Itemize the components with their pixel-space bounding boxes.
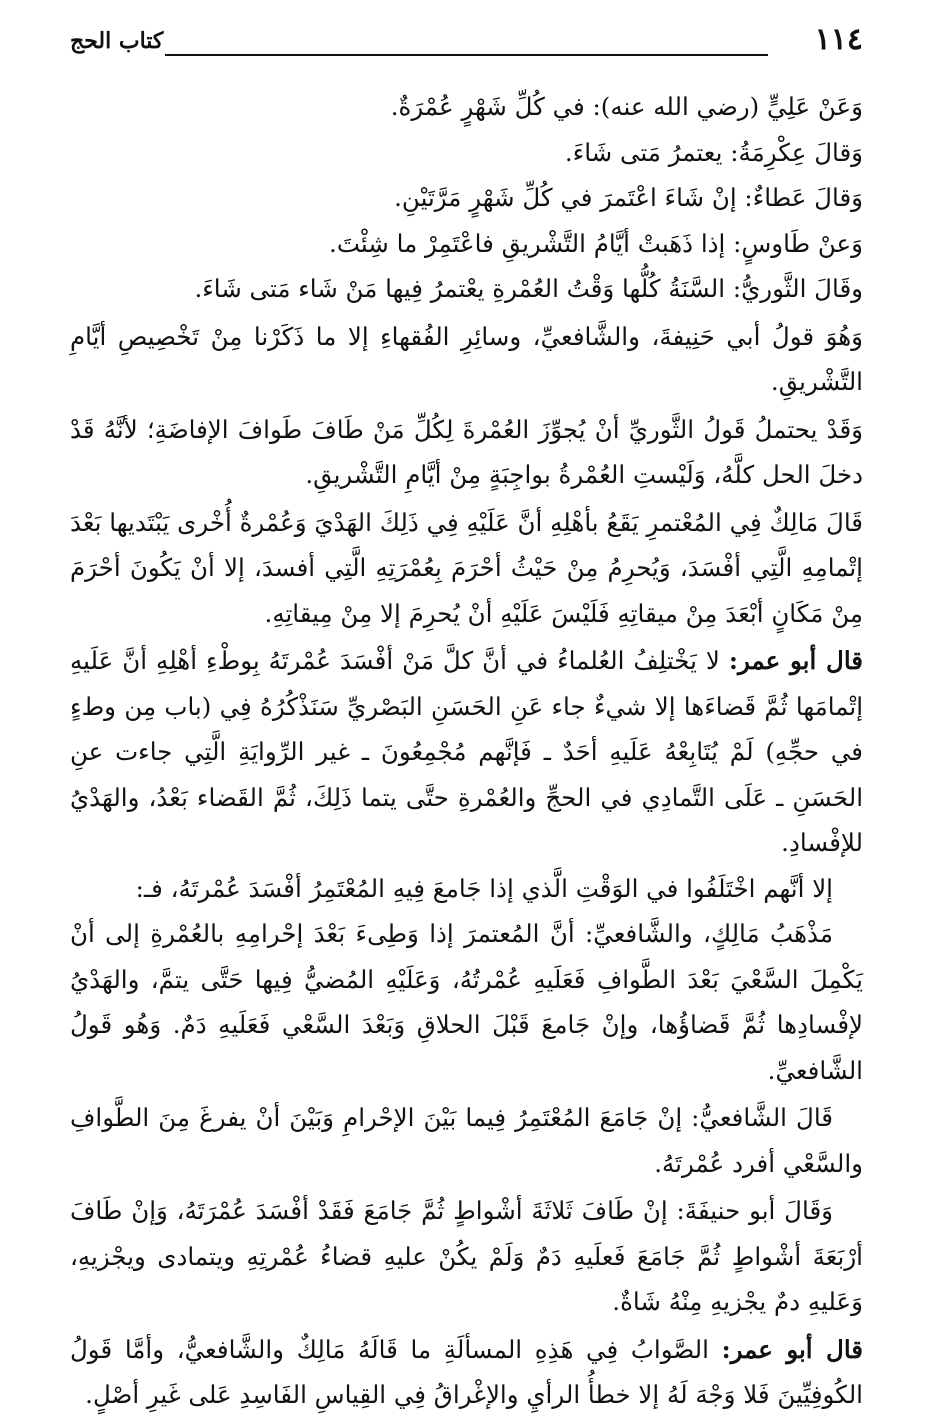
paragraph-lead: قال أبو عمر: bbox=[721, 1334, 863, 1364]
paragraph-4: وَعنْ طَاوسٍ: إذا ذَهَبتْ أيَّامُ التَّشْريقِ فاعْتَمِرْ ما شِئْتَ. bbox=[329, 228, 863, 258]
paragraph-lead: قال أبو عمر: bbox=[728, 646, 863, 675]
paragraph-6: وَهُوَ قولُ أبي حَنِيفةَ، والشَّافعيِّ، وسائِرِ الفُقهاءِ إلا ما ذَكَرْنا مِنْ تَخْصِيصِ أيَّامِ التَّشْريقِ. bbox=[70, 321, 863, 396]
page-body bbox=[70, 84, 863, 1418]
paragraph-2: وَقالَ عِكْرِمَةُ: يعتمرُ مَتى شَاءَ. bbox=[564, 137, 863, 167]
page-header bbox=[70, 22, 863, 60]
paragraph-13: وَقَالَ أبو حنيفَةَ: إنْ طَافَ ثَلاثَةَ أشْواطٍ ثُمَّ جَامَعَ فَقَدْ أفْسَدَ عُمْرَتَهُ، وَإنْ طَافَ أرْبَعَةَ أشْواطٍ ثُمَّ جَامَعَ فَعلَيهِ دَمٌ وَلَمْ يكُنْ عليهِ قضاءُ عُمْرتِهِ ويتمادى ويجْزيهِ، وَعَليهِ دمٌ يجْزيهِ مِنْهُ شَاةٌ. bbox=[70, 1196, 863, 1316]
header-rule bbox=[165, 54, 768, 56]
paragraph-14: قال أبو عمر: الصَّوابُ فِي هَذِهِ المسألَةِ ما قَالَهُ مَالِكٌ والشَّافعيُّ، وأمَّا قَولُ الكُوفِيِّينَ فَلا وَجْهَ لَهُ إلا خطأُ الرأيِ والإغْراقُ فِي القِياسِ الفَاسِدِ عَلى غَيرِ أصْلٍ. bbox=[70, 1334, 863, 1409]
paragraph-8: قَالَ مَالِكٌ فِي المُعْتمرِ يَقَعُ بأهْلِهِ أنَّ عَلَيْهِ فِي ذَلِكَ الهَدْيَ وَعُمْرةٌ أُخْرى يَبْتَديها بَعْدَ إتْمامِهِ الَّتِي أفْسَدَ، وَيُحرِمُ مِنْ حَيْثُ أحْرَمَ بِعُمْرَتِهِ الَّتِي أفسدَ، إلا أنْ يَكُونَ أحْرَمَ مِنْ مَكَانٍ أبْعَدَ مِنْ ميقاتِهِ فَلَيْسَ عَلَيْهِ أنْ يُحرِمَ إلا مِنْ مِيقاتِهِ. bbox=[70, 507, 863, 628]
paragraph-9: قال أبو عمر: لا يَخْتلِفُ العُلماءُ في أنَّ كلَّ مَنْ أفْسَدَ عُمْرتَهُ بِوطْءِ أهْلِهِ أنَّ عَلَيهِ إتْمامَها ثُمَّ قَضاءَها إلا شيءٌ جاء عَنِ الحَسَنِ البَصْريِّ سَنَذْكُرُهُ فِي (باب مِن وطءٍ في حجِّهِ) لَمْ يُتَابِعْهُ عَلَيهِ أحَدٌ ـ فَإنَّهم مُجْمِعُونَ ـ غير الرِّوايَةِ الَّتِي جاءت عنِ الحَسَنِ ـ عَلَى التَّمادِي في الحجِّ والعُمْرةِ حتَّى يتما ذَلِكَ، ثُمَّ القَضاء بَعْدُ، والهَدْيُ للإفْسادِ. bbox=[70, 646, 863, 857]
paragraph-10: إلا أنَّهم اخْتَلَفُوا في الوَقْتِ الَّذي إذا جَامعَ فِيهِ المُعْتَمِرُ أفْسَدَ عُمْرتَهُ، فـ: bbox=[135, 873, 833, 903]
paragraph-11: مَذْهَبُ مَالِكٍ، والشَّافعيِّ: أنَّ المُعتمرَ إذا وَطِىءَ بَعْدَ إحْرامِهِ بالعُمْرةِ إلى أنْ يَكْمِلَ السَّعْيَ بَعْدَ الطَّوافِ فَعَلَيهِ عُمْرتُهُ، وَعَلَيْهِ المُضيُّ فِيها حَتَّى يتمَّ، والهَدْيُ لإفْسادِها ثُمَّ قَضاؤُها، وإنْ جَامعَ قَبْلَ الحلاقِ وَبَعْدَ السَّعْي فَعَلَيهِ دَمٌ. وَهُو قَولُ الشَّافعيِّ. bbox=[70, 919, 863, 1085]
paragraph-3: وَقالَ عَطاءٌ: إنْ شَاءَ اعْتَمرَ في كُلِّ شَهْرٍ مَرَّتَيْنِ. bbox=[394, 183, 863, 212]
paragraph-7: وَقَدْ يحتملُ قَولُ الثَّوريِّ أنْ يُجوِّزَ العُمْرةَ لِكُلِّ مَنْ طَافَ طَوافَ الإفاضَةِ؛ لأنَّهُ قَدْ دخلَ الحل كلَّهُ، وَلَيْستِ العُمْرةُ بواجِبَةٍ مِنْ أيَّامِ التَّشْريقِ. bbox=[70, 414, 863, 489]
page-number: ١١٤ bbox=[814, 22, 863, 57]
paragraph-1: وَعَنْ عَلِيٍّ (رضي الله عنه): في كُلِّ شَهْرٍ عُمْرَةٌ. bbox=[390, 92, 863, 121]
paragraph-5: وقَالَ الثَّوريُّ: السَّنَةُ كُلُّها وَقْتُ العُمْرةِ يعْتمرُ فِيها مَنْ شَاء مَتى شَاءَ. bbox=[194, 274, 863, 303]
paragraph-12: قَالَ الشَّافعيُّ: إنْ جَامَعَ المُعْتَمِرُ فِيما بَيْنَ الإحْرامِ وَبَيْنَ أنْ يفرغَ مِنَ الطَّوافِ والسَّعْي أفرد عُمْرتَهُ. bbox=[70, 1103, 863, 1178]
running-title: كتاب الحج bbox=[70, 28, 164, 54]
